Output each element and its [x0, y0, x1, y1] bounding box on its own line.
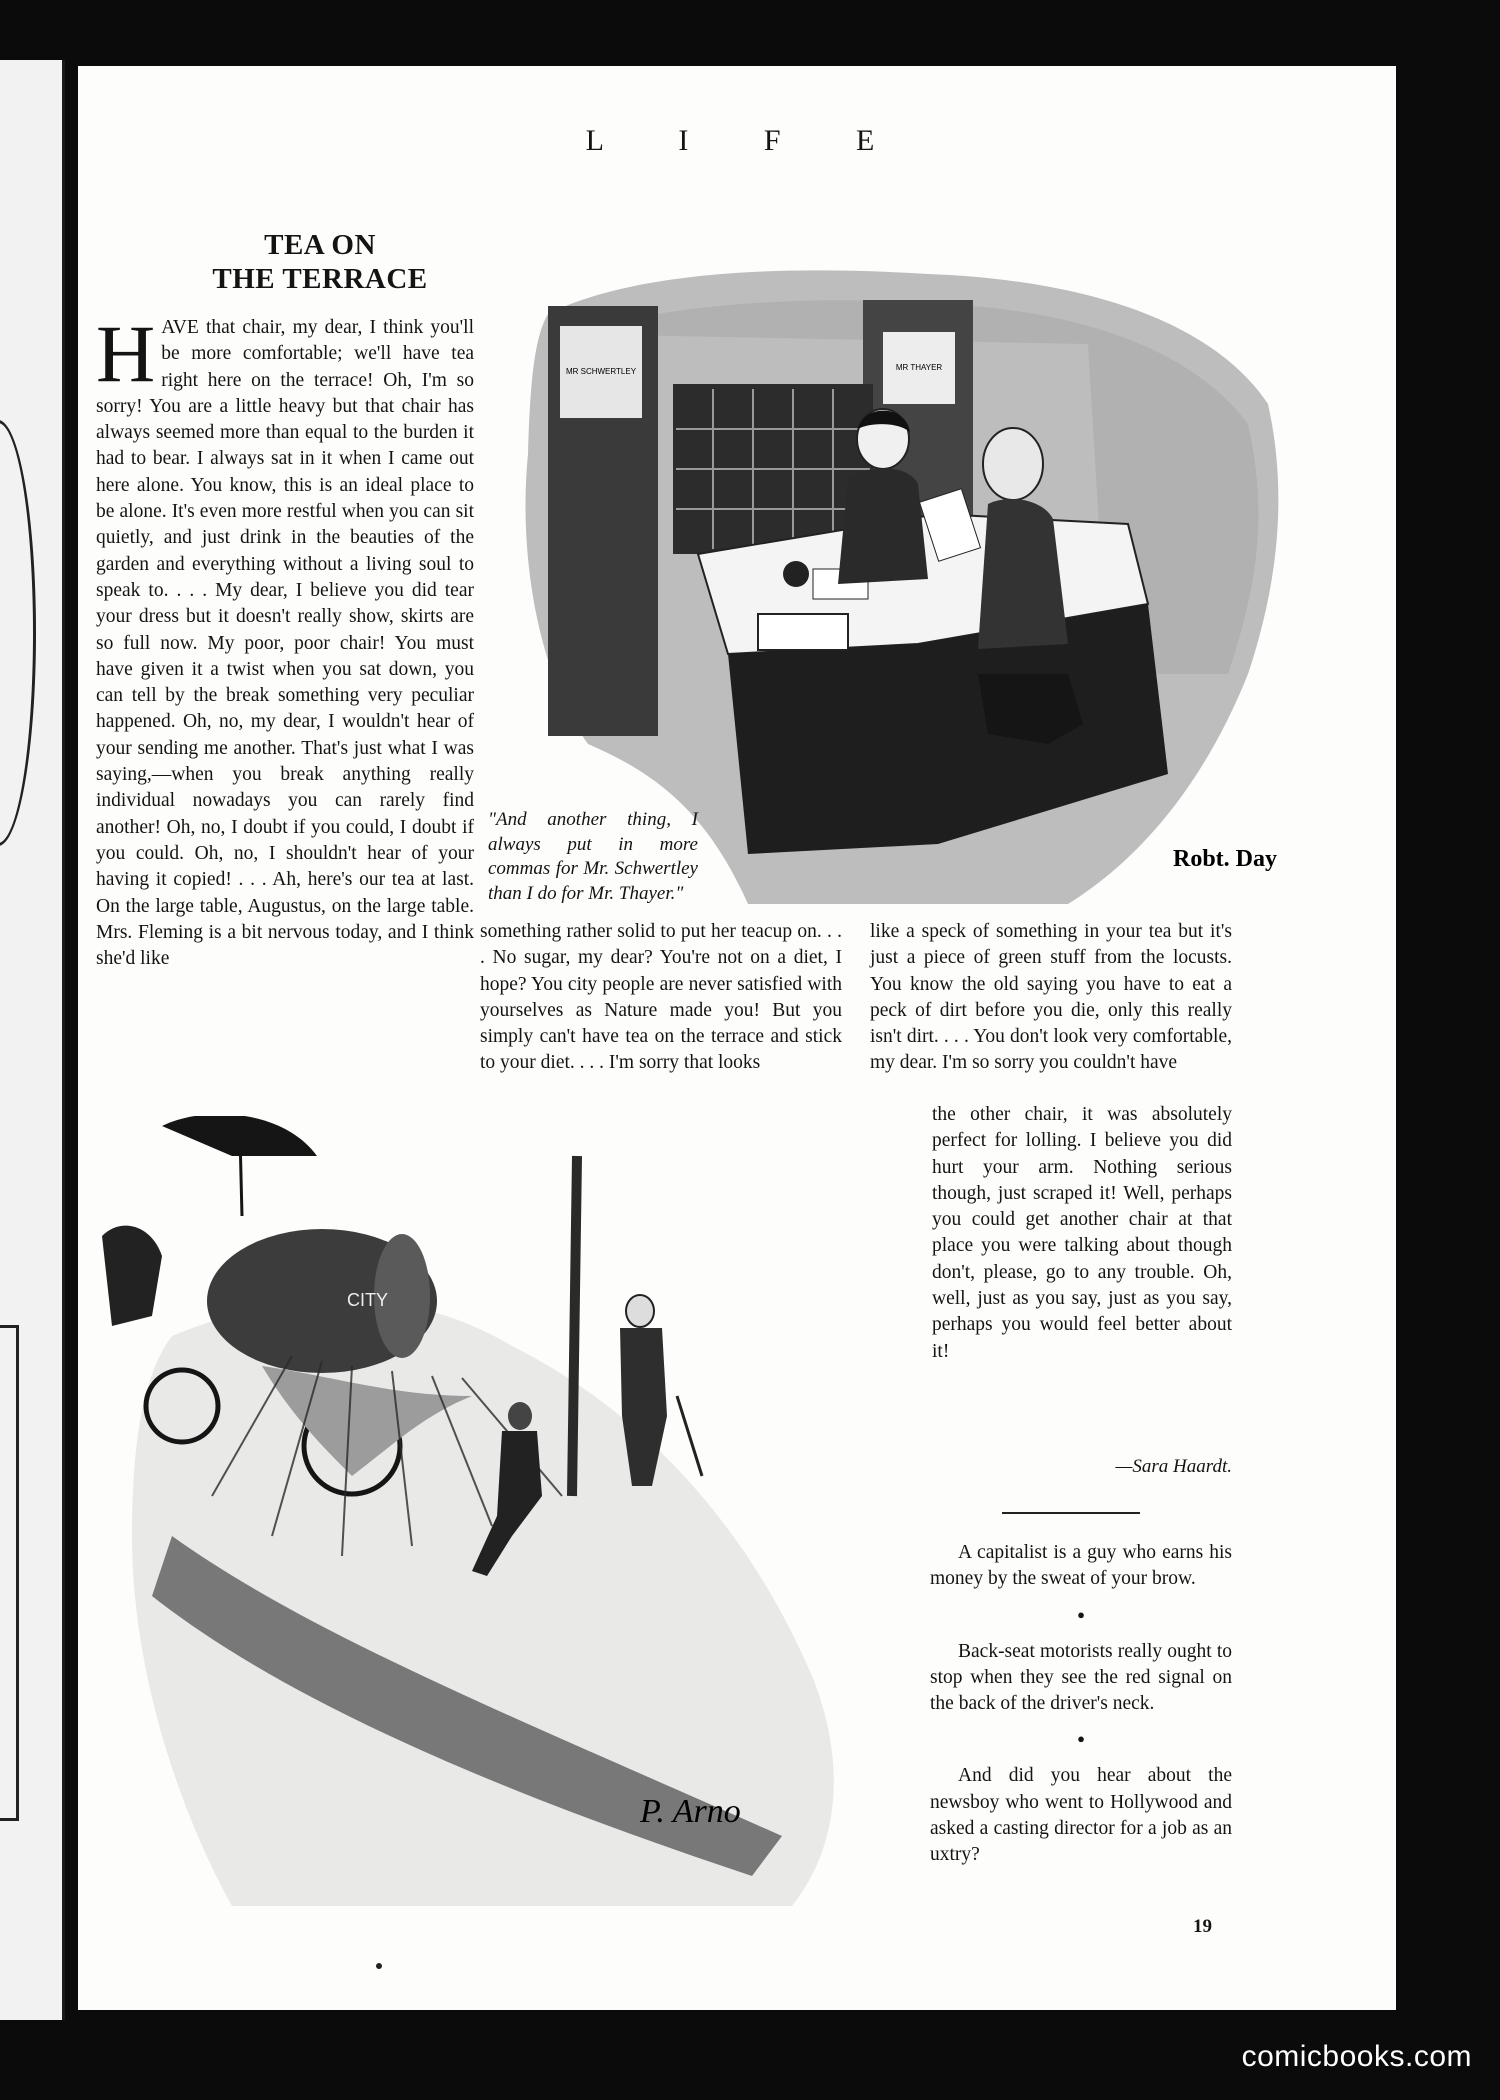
- adjacent-page-arc: [0, 420, 36, 846]
- article-column-3-bottom-text: the other chair, it was absolutely perfect for lolling. I believe you did hurt your arm. Nothing serious though, just scraped it! Well, perhaps you could get another chair at that place you were talking about though don't, please, go to any trouble. Oh, well, just as you say, just as you say, perhaps you would feel better about it!: [932, 1104, 1232, 1362]
- article-column-3-bottom: [932, 1102, 1232, 1365]
- bullet-separator-2: ●: [1077, 1731, 1085, 1747]
- magazine-header: L I F E: [585, 124, 909, 157]
- page-dot-mark: [376, 1963, 382, 1969]
- adjacent-page-frame: [0, 1325, 19, 1821]
- article-column-3-top: [870, 919, 1232, 1077]
- article-column-2: [480, 919, 842, 1077]
- barrel-label: CITY: [347, 1290, 389, 1310]
- filler-jokes: [930, 1540, 1232, 1869]
- article-column-1: [96, 308, 474, 972]
- article-column-3-top-text: like a speck of something in your tea but it's just a piece of green stuff from the locusts. You know the old saying you have to eat a peck of dirt before you die, only this really isn't dirt. . . . You don't look very comfortable, my dear. I'm so sorry you couldn't have: [870, 921, 1232, 1074]
- drop-cap: H: [96, 308, 156, 399]
- page-number: 19: [1193, 1916, 1212, 1937]
- street-cartoon-illustration: [92, 1116, 922, 1916]
- street-cartoon-signature: P. Arno: [640, 1793, 741, 1830]
- filler-joke-1: A capitalist is a guy who earns his money by the sweat of your brow.: [930, 1542, 1232, 1590]
- article-column-2-text: something rather solid to put her teacup on. . . . No sugar, my dear? You're not on a diet, I hope? You city people are never satisfied with yourselves as Nature made you! But you simply can't have tea on the terrace and stick to your diet. . . . I'm sorry that looks: [480, 921, 842, 1074]
- watermark: comicbooks.com: [1241, 2040, 1472, 2073]
- office-cartoon-caption: "And another thing, I always put in more commas for Mr. Schwertley than I do for Mr. Thayer.": [488, 809, 698, 904]
- article-title-line-1: TEA ON: [264, 229, 376, 261]
- article-column-1-text: AVE that chair, my dear, I think you'll be more comfortable; we'll have tea right here on the terrace! Oh, I'm so sorry! You are a little heavy but that chair has always seemed more than equal to the burden it had to bear. I always sat in it when I came out here alone. You know, this is an ideal place to be alone. It's even more restful when you can sit quietly, and just drink in the beauties of the garden and everything without a living soul to speak to. . . . My dear, I believe you did tear your dress but it doesn't really show, skirts are so full now. My poor, poor chair! You must have given it a twist when you sat down, you can tell by the break something very peculiar happened. Oh, no, my dear, I wouldn't hear of your sending me another. That's just what I was saying,—when you break anything really individual nowadays you can rarely find another! Oh, no, I doubt if you could, I doubt if you could. Oh, no, I shouldn't hear of your having it copied! . . . Ah, here's our tea at last. On the large table, Augustus, on the large table. Mrs. Fleming is a bit nervous today, and I think she'd like: [96, 317, 474, 970]
- filler-joke-2: Back-seat motorists really ought to stop when they see the red signal on the back of the driver's neck.: [930, 1640, 1232, 1715]
- section-divider-rule: [1002, 1512, 1140, 1514]
- article-title: [162, 228, 478, 296]
- article-byline: —Sara Haardt.: [1115, 1456, 1232, 1477]
- article-title-line-2: THE TERRACE: [212, 263, 428, 295]
- adjacent-page-edge: [0, 60, 65, 2020]
- magazine-page: [78, 66, 1396, 2010]
- door-left-sign: MR SCHWERTLEY: [565, 367, 637, 376]
- bullet-separator-1: ●: [1077, 1606, 1085, 1622]
- filler-joke-3: And did you hear about the newsboy who went to Hollywood and asked a casting director for a job as an uxtry?: [930, 1765, 1232, 1866]
- door-right-sign: MR THAYER: [895, 363, 943, 372]
- office-cartoon-signature: Robt. Day: [1173, 846, 1278, 872]
